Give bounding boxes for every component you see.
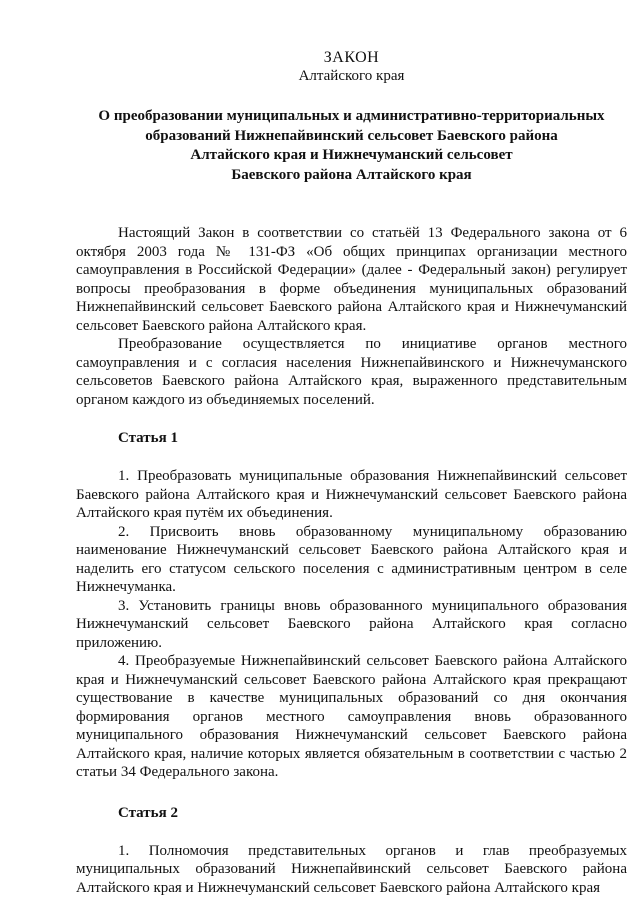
- article-item: 4. Преобразуемые Нижнепайвинский сельсовет Баевского района Алтайского края и Нижнечуманский сельсовет Баевского района Алтайского края прекращают существование в качестве муниципальных образований со дня окончания формирования органов местного самоуправления вновь образованного муниципального образования Нижнечуманский сельсовет Баевского района Алтайского края, наличие которых является обязательным в соответствии с частью 2 статьи 34 Федерального закона.: [76, 653, 627, 780]
- title-line: Баевского района Алтайского края: [231, 166, 472, 183]
- title-line: образований Нижнепайвинский сельсовет Баевского района: [145, 127, 558, 144]
- title-line: О преобразовании муниципальных и административно-территориальных: [98, 108, 605, 124]
- preamble: [76, 224, 627, 409]
- article-heading: Статья 1: [118, 430, 178, 446]
- preamble-paragraph: Преобразование осуществляется по инициативе органов местного самоуправления и с согласия населения Нижнепайвинского и Нижнечуманского сельсоветов Баевского района Алтайского края, выраженного представительным органом каждого из объединяемых поселений.: [76, 336, 627, 408]
- article-body: [76, 842, 627, 898]
- law-document: [76, 48, 627, 897]
- preamble-paragraph: Настоящий Закон в соответствии со статьёй 13 Федерального закона от 6 октября 2003 года № 131-ФЗ «Об общих принципах организации местного самоуправления в Российской Федерации» (далее - Федеральный закон) регулирует вопросы преобразования в форме объединения муниципальных образований Нижнепайвинский сельсовет Баевского района Алтайского края и Нижнечуманский сельсовет Баевского района Алтайского края.: [76, 225, 627, 334]
- article-item: 1. Преобразовать муниципальные образования Нижнепайвинский сельсовет Баевского района Алтайского края и Нижнечуманский сельсовет Баевского района Алтайского края путём их объединения.: [76, 468, 627, 521]
- article-item: 3. Установить границы вновь образованного муниципального образования Нижнечуманский сельсовет Баевского района Алтайского края согласно приложению.: [76, 597, 627, 651]
- article-heading: Статья 2: [118, 804, 178, 821]
- article-body: [76, 467, 627, 782]
- title-line: Алтайского края и Нижнечуманский сельсовет: [190, 147, 513, 163]
- document-region: Алтайского края: [298, 68, 405, 84]
- article-item: 2. Присвоить вновь образованному муниципальному образованию наименование Нижнечуманский сельсовет Баевского района Алтайского края и наделить его статусом сельского поселения с административным центром в селе Нижнечуманка.: [76, 523, 627, 595]
- document-type: ЗАКОН: [323, 49, 380, 66]
- document-title: [76, 107, 627, 185]
- article-item: 1. Полномочия представительных органов и глав преобразуемых муниципальных образований Нижнепайвинский сельсовет Баевского района Алтайского края и Нижнечуманский сельсовет Баевского района Алтайского края: [76, 842, 627, 896]
